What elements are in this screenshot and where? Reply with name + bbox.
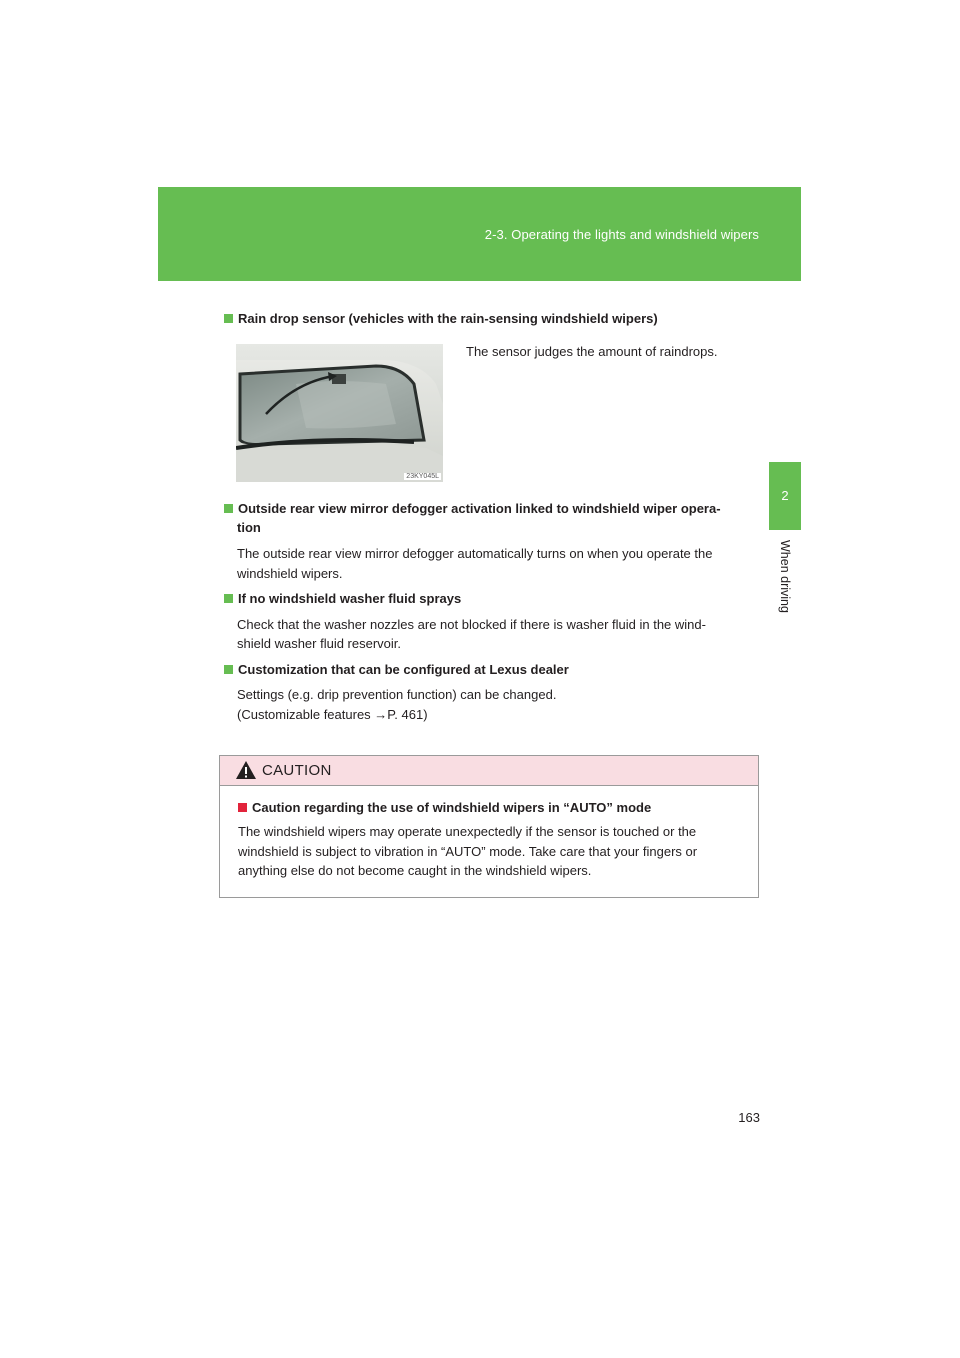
washer-fluid-text-1: Check that the washer nozzles are not blocked if there is washer fluid in the wind- <box>237 617 706 632</box>
section-title: 2-3. Operating the lights and windshield wipers <box>484 227 759 242</box>
heading-customization: Customization that can be configured at Lexus dealer <box>224 660 569 679</box>
warning-triangle-icon <box>235 760 257 780</box>
mirror-defogger-text-1: The outside rear view mirror defogger automatically turns on when you operate the <box>237 546 713 561</box>
washer-fluid-text-2: shield washer fluid reservoir. <box>237 636 402 651</box>
windshield-sensor-photo <box>236 344 443 482</box>
caution-title: CAUTION <box>262 762 332 779</box>
heading-mirror-defogger-cont: tion <box>237 520 261 535</box>
green-square-bullet-icon <box>224 665 233 674</box>
windshield-illustration <box>236 344 443 482</box>
caution-box <box>219 755 759 898</box>
header-bar <box>158 187 801 281</box>
caution-text <box>238 822 754 881</box>
rain-sensor-description: The sensor judges the amount of raindrops. <box>466 344 718 359</box>
heading-rain-drop-sensor: Rain drop sensor (vehicles with the rain-sensing windshield wipers) <box>224 309 658 328</box>
caution-heading: Caution regarding the use of windshield wipers in “AUTO” mode <box>238 798 651 817</box>
caution-text-line-3: anything else do not become caught in the windshield wipers. <box>238 863 592 878</box>
page-number: 163 <box>738 1110 760 1125</box>
heading-mirror-defogger: Outside rear view mirror defogger activation linked to windshield wiper opera- <box>224 499 754 518</box>
caution-text-line-1: The windshield wipers may operate unexpectedly if the sensor is touched or the <box>238 824 697 839</box>
heading-washer-fluid: If no windshield washer fluid sprays <box>224 589 461 608</box>
caution-header <box>220 756 758 786</box>
green-square-bullet-icon <box>224 314 233 323</box>
customization-text-1: Settings (e.g. drip prevention function) can be changed. <box>237 687 557 702</box>
chapter-number: 2 <box>781 488 789 503</box>
customization-text-2: (Customizable features →P. 461) <box>237 707 428 722</box>
mirror-defogger-text-2: windshield wipers. <box>237 566 343 581</box>
green-square-bullet-icon <box>238 803 247 812</box>
green-square-bullet-icon <box>224 504 233 513</box>
green-square-bullet-icon <box>224 594 233 603</box>
chapter-label: When driving <box>778 540 792 613</box>
image-code: 23KY045L <box>406 473 439 480</box>
caution-text-line-2: windshield is subject to vibration in “AUTO” mode. Take care that your fingers or <box>238 843 698 859</box>
chapter-tab <box>769 462 801 530</box>
